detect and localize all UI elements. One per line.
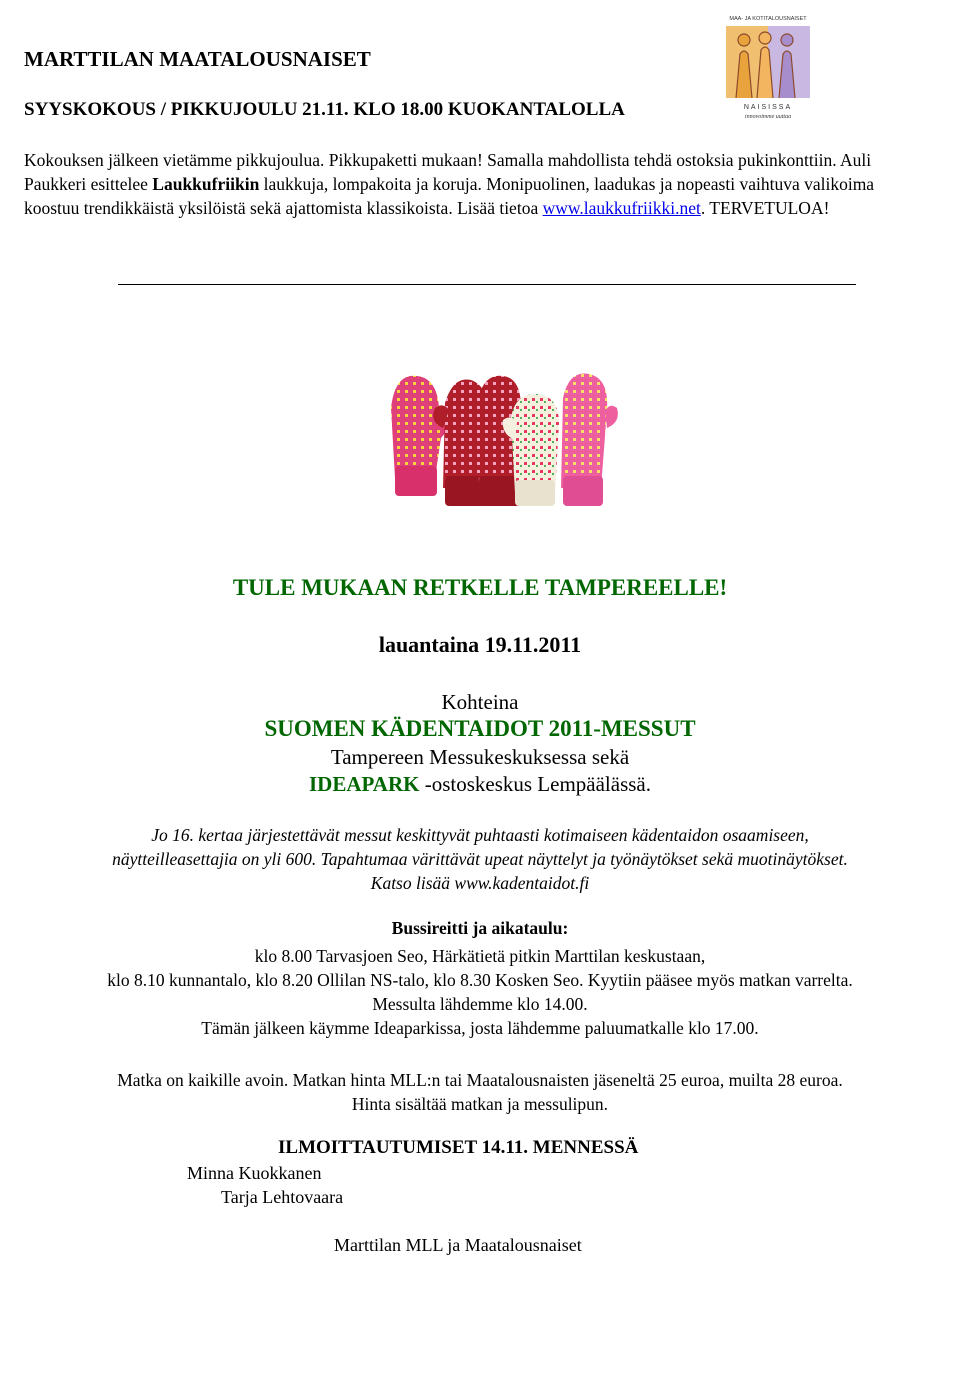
trip-date: lauantaina 19.11.2011	[378, 632, 582, 657]
logo-tagline: innovoimme uuttaa	[744, 114, 792, 120]
fair-location: Tampereen Messukeskuksessa sekä	[330, 745, 630, 769]
laukkufriikki-link[interactable]: www.laukkufriikki.net	[542, 198, 701, 218]
ideapark-name: IDEAPARK	[309, 772, 420, 796]
intro-paragraph: Kokouksen jälkeen vietämme pikkujoulua. Pikkupaketti mukaan! Samalla mahdollista tehdä ostoksia pukinkonttiin. Auli Paukkeri esittelee Laukkufriikin laukkuja, lompakoita ja koruja. Monipuolinen, laadukas ja nopeasti vaihtuva valikoima koostuu trendikkäistä yksilöistä sekä ajattomista klassikoista. Lisää tietoa www.laukkufriikki.net. TERVETULOA!	[24, 150, 875, 218]
registration-heading: ILMOITTAUTUMISET 14.11. MENNESSÄ	[278, 1137, 639, 1158]
schedule-line: klo 8.10 kunnantalo, klo 8.20 Ollilan NS-talo, klo 8.30 Kosken Seo. Kyytiin pääsee myös matkan varrelta.	[107, 970, 853, 990]
ideapark-line: IDEAPARK -ostoskeskus Lempäälässä.	[309, 772, 651, 796]
organization-logo	[720, 14, 816, 122]
destinations-label: Kohteina	[441, 690, 519, 714]
fair-description	[0, 823, 960, 895]
contact-name: Tarja Lehtovaara	[221, 1187, 344, 1207]
meeting-subtitle: SYYSKOKOUS / PIKKUJOULU 21.11. KLO 18.00 KUOKANTALOLLA	[24, 99, 625, 120]
bus-schedule	[0, 944, 960, 1040]
price-line: Hinta sisältää matkan ja messulipun.	[351, 1094, 609, 1114]
price-info	[0, 1068, 960, 1116]
logo-bottom-text: NAISISSA	[743, 104, 793, 111]
contact-name: Minna Kuokkanen	[187, 1163, 322, 1183]
section-divider	[118, 284, 856, 285]
description-line: näytteilleasettajia on yli 600. Tapahtumaa värittävät upeat näyttelyt ja työnäytökset sekä muotinäytökset.	[112, 849, 848, 869]
schedule-line: klo 8.00 Tarvasjoen Seo, Härkätietä pitkin Marttilan keskustaan,	[254, 946, 706, 966]
logo-top-text: MAA- JA KOTITALOUSNAISET	[729, 16, 807, 22]
mittens-photo	[355, 348, 641, 515]
description-line: Jo 16. kertaa järjestettävät messut keskittyvät puhtaasti kotimaiseen kädentaidon osaamiseen,	[151, 825, 809, 845]
fair-name: SUOMEN KÄDENTAIDOT 2011-MESSUT	[264, 716, 696, 741]
schedule-line: Tämän jälkeen käymme Ideaparkissa, josta lähdemme paluumatkalle klo 17.00.	[201, 1018, 759, 1038]
signature: Marttilan MLL ja Maatalousnaiset	[334, 1235, 582, 1255]
schedule-line: Messulta lähdemme klo 14.00.	[372, 994, 588, 1014]
price-line: Matka on kaikille avoin. Matkan hinta MLL:n tai Maatalousnaisten jäseneltä 25 euroa, muilta 28 euroa.	[117, 1070, 843, 1090]
bus-heading: Bussireitti ja aikataulu:	[391, 918, 569, 938]
laukkufriikki-name: Laukkufriikin	[152, 174, 260, 194]
description-line: Katso lisää www.kadentaidot.fi	[370, 873, 590, 893]
trip-heading: TULE MUKAAN RETKELLE TAMPEREELLE!	[232, 575, 728, 600]
page-title: MARTTILAN MAATALOUSNAISET	[24, 47, 371, 71]
